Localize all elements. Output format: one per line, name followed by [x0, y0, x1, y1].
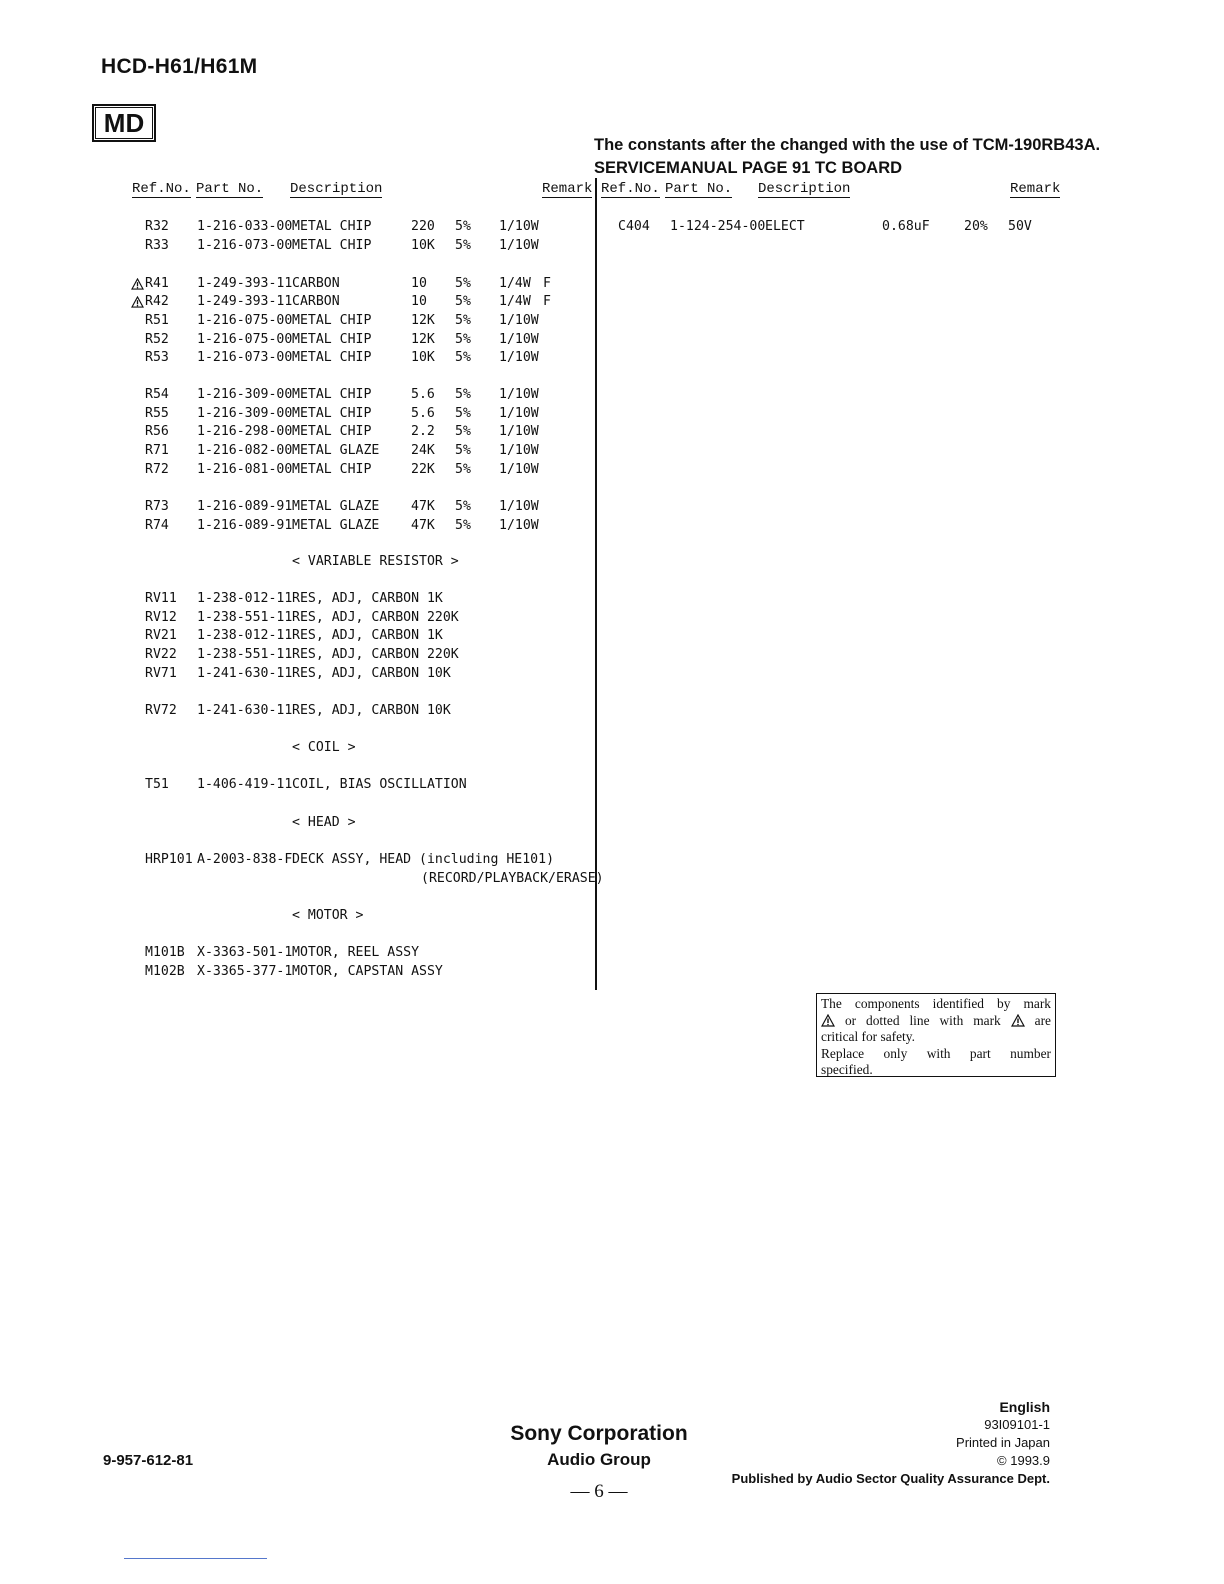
safety-note-line3: critical for safety. [821, 1029, 915, 1044]
part-number: 1-249-393-11 [197, 294, 293, 309]
tolerance: 5% [455, 276, 471, 291]
change-notice-line2: SERVICEMANUAL PAGE 91 TC BOARD [594, 159, 903, 177]
part-number: 1-238-012-11 [197, 591, 293, 606]
ref-number: R71 [145, 443, 169, 458]
safety-note-line1: The components identified by mark [821, 996, 1051, 1011]
tolerance: 5% [455, 332, 471, 347]
tolerance: 5% [455, 518, 471, 533]
rating: 1/10W [499, 499, 539, 514]
ref-number: M101B [145, 945, 185, 960]
description: MOTOR, CAPSTAN ASSY [292, 964, 443, 979]
part-number: 1-216-309-00 [197, 406, 293, 421]
ref-number [145, 275, 169, 294]
description: METAL CHIP [292, 238, 372, 253]
printed-in: Printed in Japan [956, 1435, 1050, 1450]
description: RES, ADJ, CARBON 220K [292, 610, 459, 625]
part-number: 1-241-630-11 [197, 703, 293, 718]
table-row [0, 293, 600, 312]
value: 22K [411, 462, 435, 477]
part-number: 1-216-298-00 [197, 424, 293, 439]
ref-number: R74 [145, 518, 169, 533]
right-header-desc: Description [758, 181, 851, 197]
part-number: 1-216-309-00 [197, 387, 293, 402]
publication-date: © 1993.9 [997, 1453, 1050, 1468]
safety-warning-icon [821, 1014, 835, 1027]
ref-number: R52 [145, 332, 169, 347]
safety-note-line5: specified. [821, 1062, 873, 1077]
table-row [0, 312, 600, 331]
ref-number: R72 [145, 462, 169, 477]
company-name: Sony Corporation [510, 1422, 688, 1445]
remark: F [543, 276, 551, 291]
table-row [0, 386, 600, 405]
ref-number-text: R42 [145, 294, 169, 309]
value: 10K [411, 350, 435, 365]
safety-note-line2-b: are [1034, 1012, 1051, 1028]
tolerance: 5% [455, 406, 471, 421]
ref-number: RV22 [145, 647, 177, 662]
part-number: X-3363-501-1 [197, 945, 293, 960]
rating: 1/10W [499, 462, 539, 477]
rating: 1/10W [499, 313, 539, 328]
ref-number: HRP101 [145, 852, 193, 867]
part-number: A-2003-838-F [197, 852, 293, 867]
description: COIL, BIAS OSCILLATION [292, 777, 467, 792]
description: METAL GLAZE [292, 499, 380, 514]
right-parts-table [0, 0, 1224, 260]
description-continued: (RECORD/PLAYBACK/ERASE) [421, 871, 604, 886]
table-row [0, 646, 600, 665]
description: RES, ADJ, CARBON 10K [292, 703, 451, 718]
description: DECK ASSY, HEAD (including HE101) [292, 852, 555, 867]
ref-number: M102B [145, 964, 185, 979]
part-number: 1-216-033-00 [197, 219, 293, 234]
part-number: 1-216-089-91 [197, 499, 293, 514]
safety-warning-icon [131, 296, 144, 308]
change-notice-line1: The constants after the changed with the use of TCM-190RB43A. [594, 136, 1101, 154]
safety-note-line4: Replace only with part number [821, 1045, 1051, 1061]
value: 47K [411, 499, 435, 514]
table-row [0, 590, 600, 609]
value: 10 [411, 276, 427, 291]
rating: 1/10W [499, 406, 539, 421]
safety-note-line2-a: or dotted line with mark [844, 1012, 1001, 1028]
value: 24K [411, 443, 435, 458]
rating: 1/10W [499, 350, 539, 365]
rating: 1/10W [499, 332, 539, 347]
table-row [0, 776, 600, 795]
part-number: 1-216-075-00 [197, 313, 293, 328]
rating: 1/10W [499, 518, 539, 533]
rating: 1/10W [499, 219, 539, 234]
part-number: 1-238-551-11 [197, 610, 293, 625]
table-row [0, 442, 600, 461]
description: RES, ADJ, CARBON 1K [292, 591, 443, 606]
table-row [0, 405, 600, 424]
publisher: Published by Audio Sector Quality Assurance Dept. [731, 1471, 1050, 1486]
description: CARBON [292, 276, 340, 291]
value: 12K [411, 313, 435, 328]
tolerance: 5% [455, 424, 471, 439]
table-row [0, 461, 600, 480]
ref-number: RV72 [145, 703, 177, 718]
section-coil: < COIL > [292, 740, 356, 755]
print-code: 93I09101-1 [984, 1417, 1050, 1432]
table-row [0, 665, 600, 684]
right-header-ref: Ref.No. [601, 181, 660, 197]
rating: 1/4W [499, 294, 531, 309]
publication-info [690, 1398, 1050, 1488]
ref-number: R56 [145, 424, 169, 439]
safety-note-line2 [821, 1013, 1051, 1030]
value: 2.2 [411, 424, 435, 439]
ref-number: R32 [145, 219, 169, 234]
table-row [0, 218, 1224, 237]
part-number: 1-124-254-00 [670, 219, 766, 234]
description: METAL GLAZE [292, 443, 380, 458]
value: 5.6 [411, 406, 435, 421]
part-number: 1-216-073-00 [197, 238, 293, 253]
description: MOTOR, REEL ASSY [292, 945, 420, 960]
part-number: 1-238-012-11 [197, 628, 293, 643]
rating: 1/10W [499, 443, 539, 458]
description: METAL CHIP [292, 332, 372, 347]
value: 0.68uF [882, 219, 930, 234]
value: 47K [411, 518, 435, 533]
ref-number: RV71 [145, 666, 177, 681]
description: RES, ADJ, CARBON 1K [292, 628, 443, 643]
remark: F [543, 294, 551, 309]
table-row [0, 423, 600, 442]
description: METAL CHIP [292, 350, 372, 365]
description: METAL CHIP [292, 387, 372, 402]
tolerance: 5% [455, 462, 471, 477]
part-number: 1-216-082-00 [197, 443, 293, 458]
section-variable-resistor: < VARIABLE RESISTOR > [292, 554, 459, 569]
safety-note [816, 993, 1056, 1077]
ref-number: C404 [618, 219, 650, 234]
table-row [0, 517, 600, 536]
table-row [0, 349, 600, 368]
section-head: < HEAD > [292, 815, 356, 830]
ref-number: R55 [145, 406, 169, 421]
value: 12K [411, 332, 435, 347]
tolerance: 20% [964, 219, 988, 234]
part-number: 1-216-075-00 [197, 332, 293, 347]
model-title: HCD-H61/H61M [101, 55, 258, 78]
ref-number-text: R41 [145, 276, 169, 291]
bottom-rule [124, 1558, 267, 1559]
table-row [0, 331, 600, 350]
page-number: — 6 — [570, 1481, 628, 1502]
description: METAL CHIP [292, 462, 372, 477]
part-number: X-3365-377-1 [197, 964, 293, 979]
description: ELECT [765, 219, 805, 234]
table-row [0, 851, 600, 870]
ref-number: R53 [145, 350, 169, 365]
rating: 50V [1008, 219, 1032, 234]
ref-number: R73 [145, 499, 169, 514]
left-header-desc: Description [290, 181, 383, 197]
part-number: 1-249-393-11 [197, 276, 293, 291]
description: CARBON [292, 294, 340, 309]
tolerance: 5% [455, 350, 471, 365]
table-row [0, 627, 600, 646]
part-number: 1-216-089-91 [197, 518, 293, 533]
value: 10 [411, 294, 427, 309]
right-header-part: Part No. [665, 181, 733, 197]
table-row [0, 944, 600, 963]
part-number: 1-241-630-11 [197, 666, 293, 681]
left-header-part: Part No. [196, 181, 264, 197]
tolerance: 5% [455, 238, 471, 253]
part-number: 1-238-551-11 [197, 647, 293, 662]
table-row [0, 963, 600, 982]
ref-number: RV12 [145, 610, 177, 625]
company-group: Audio Group [547, 1450, 651, 1469]
table-row [0, 609, 600, 628]
ref-number: RV21 [145, 628, 177, 643]
rating: 1/10W [499, 238, 539, 253]
document-number: 9-957-612-81 [103, 1452, 194, 1469]
ref-number [145, 293, 169, 312]
description: METAL GLAZE [292, 518, 380, 533]
table-row-continuation [0, 870, 604, 889]
table-row [0, 702, 600, 721]
right-header-remark: Remark [1010, 181, 1061, 197]
tolerance: 5% [455, 294, 471, 309]
table-row [0, 275, 600, 294]
ref-number: R51 [145, 313, 169, 328]
table-row [0, 498, 600, 517]
left-header-remark: Remark [542, 181, 593, 197]
rating: 1/4W [499, 276, 531, 291]
ref-number: RV11 [145, 591, 177, 606]
tolerance: 5% [455, 499, 471, 514]
description: METAL CHIP [292, 406, 372, 421]
rating: 1/10W [499, 387, 539, 402]
left-header-ref: Ref.No. [132, 181, 191, 197]
value: 10K [411, 238, 435, 253]
description: METAL CHIP [292, 424, 372, 439]
value: 5.6 [411, 387, 435, 402]
ref-number: R33 [145, 238, 169, 253]
section-label-box: MD [92, 104, 156, 142]
rating: 1/10W [499, 424, 539, 439]
description: METAL CHIP [292, 313, 372, 328]
part-number: 1-406-419-11 [197, 777, 293, 792]
part-number: 1-216-081-00 [197, 462, 293, 477]
ref-number: R54 [145, 387, 169, 402]
language-label: English [999, 1399, 1050, 1415]
description: RES, ADJ, CARBON 220K [292, 647, 459, 662]
description: RES, ADJ, CARBON 10K [292, 666, 451, 681]
tolerance: 5% [455, 313, 471, 328]
tolerance: 5% [455, 387, 471, 402]
tolerance: 5% [455, 443, 471, 458]
value: 220 [411, 219, 435, 234]
tolerance: 5% [455, 219, 471, 234]
safety-warning-icon [131, 278, 144, 290]
description: METAL CHIP [292, 219, 372, 234]
section-motor: < MOTOR > [292, 908, 364, 923]
safety-warning-icon [1011, 1014, 1025, 1027]
part-number: 1-216-073-00 [197, 350, 293, 365]
ref-number: T51 [145, 777, 169, 792]
